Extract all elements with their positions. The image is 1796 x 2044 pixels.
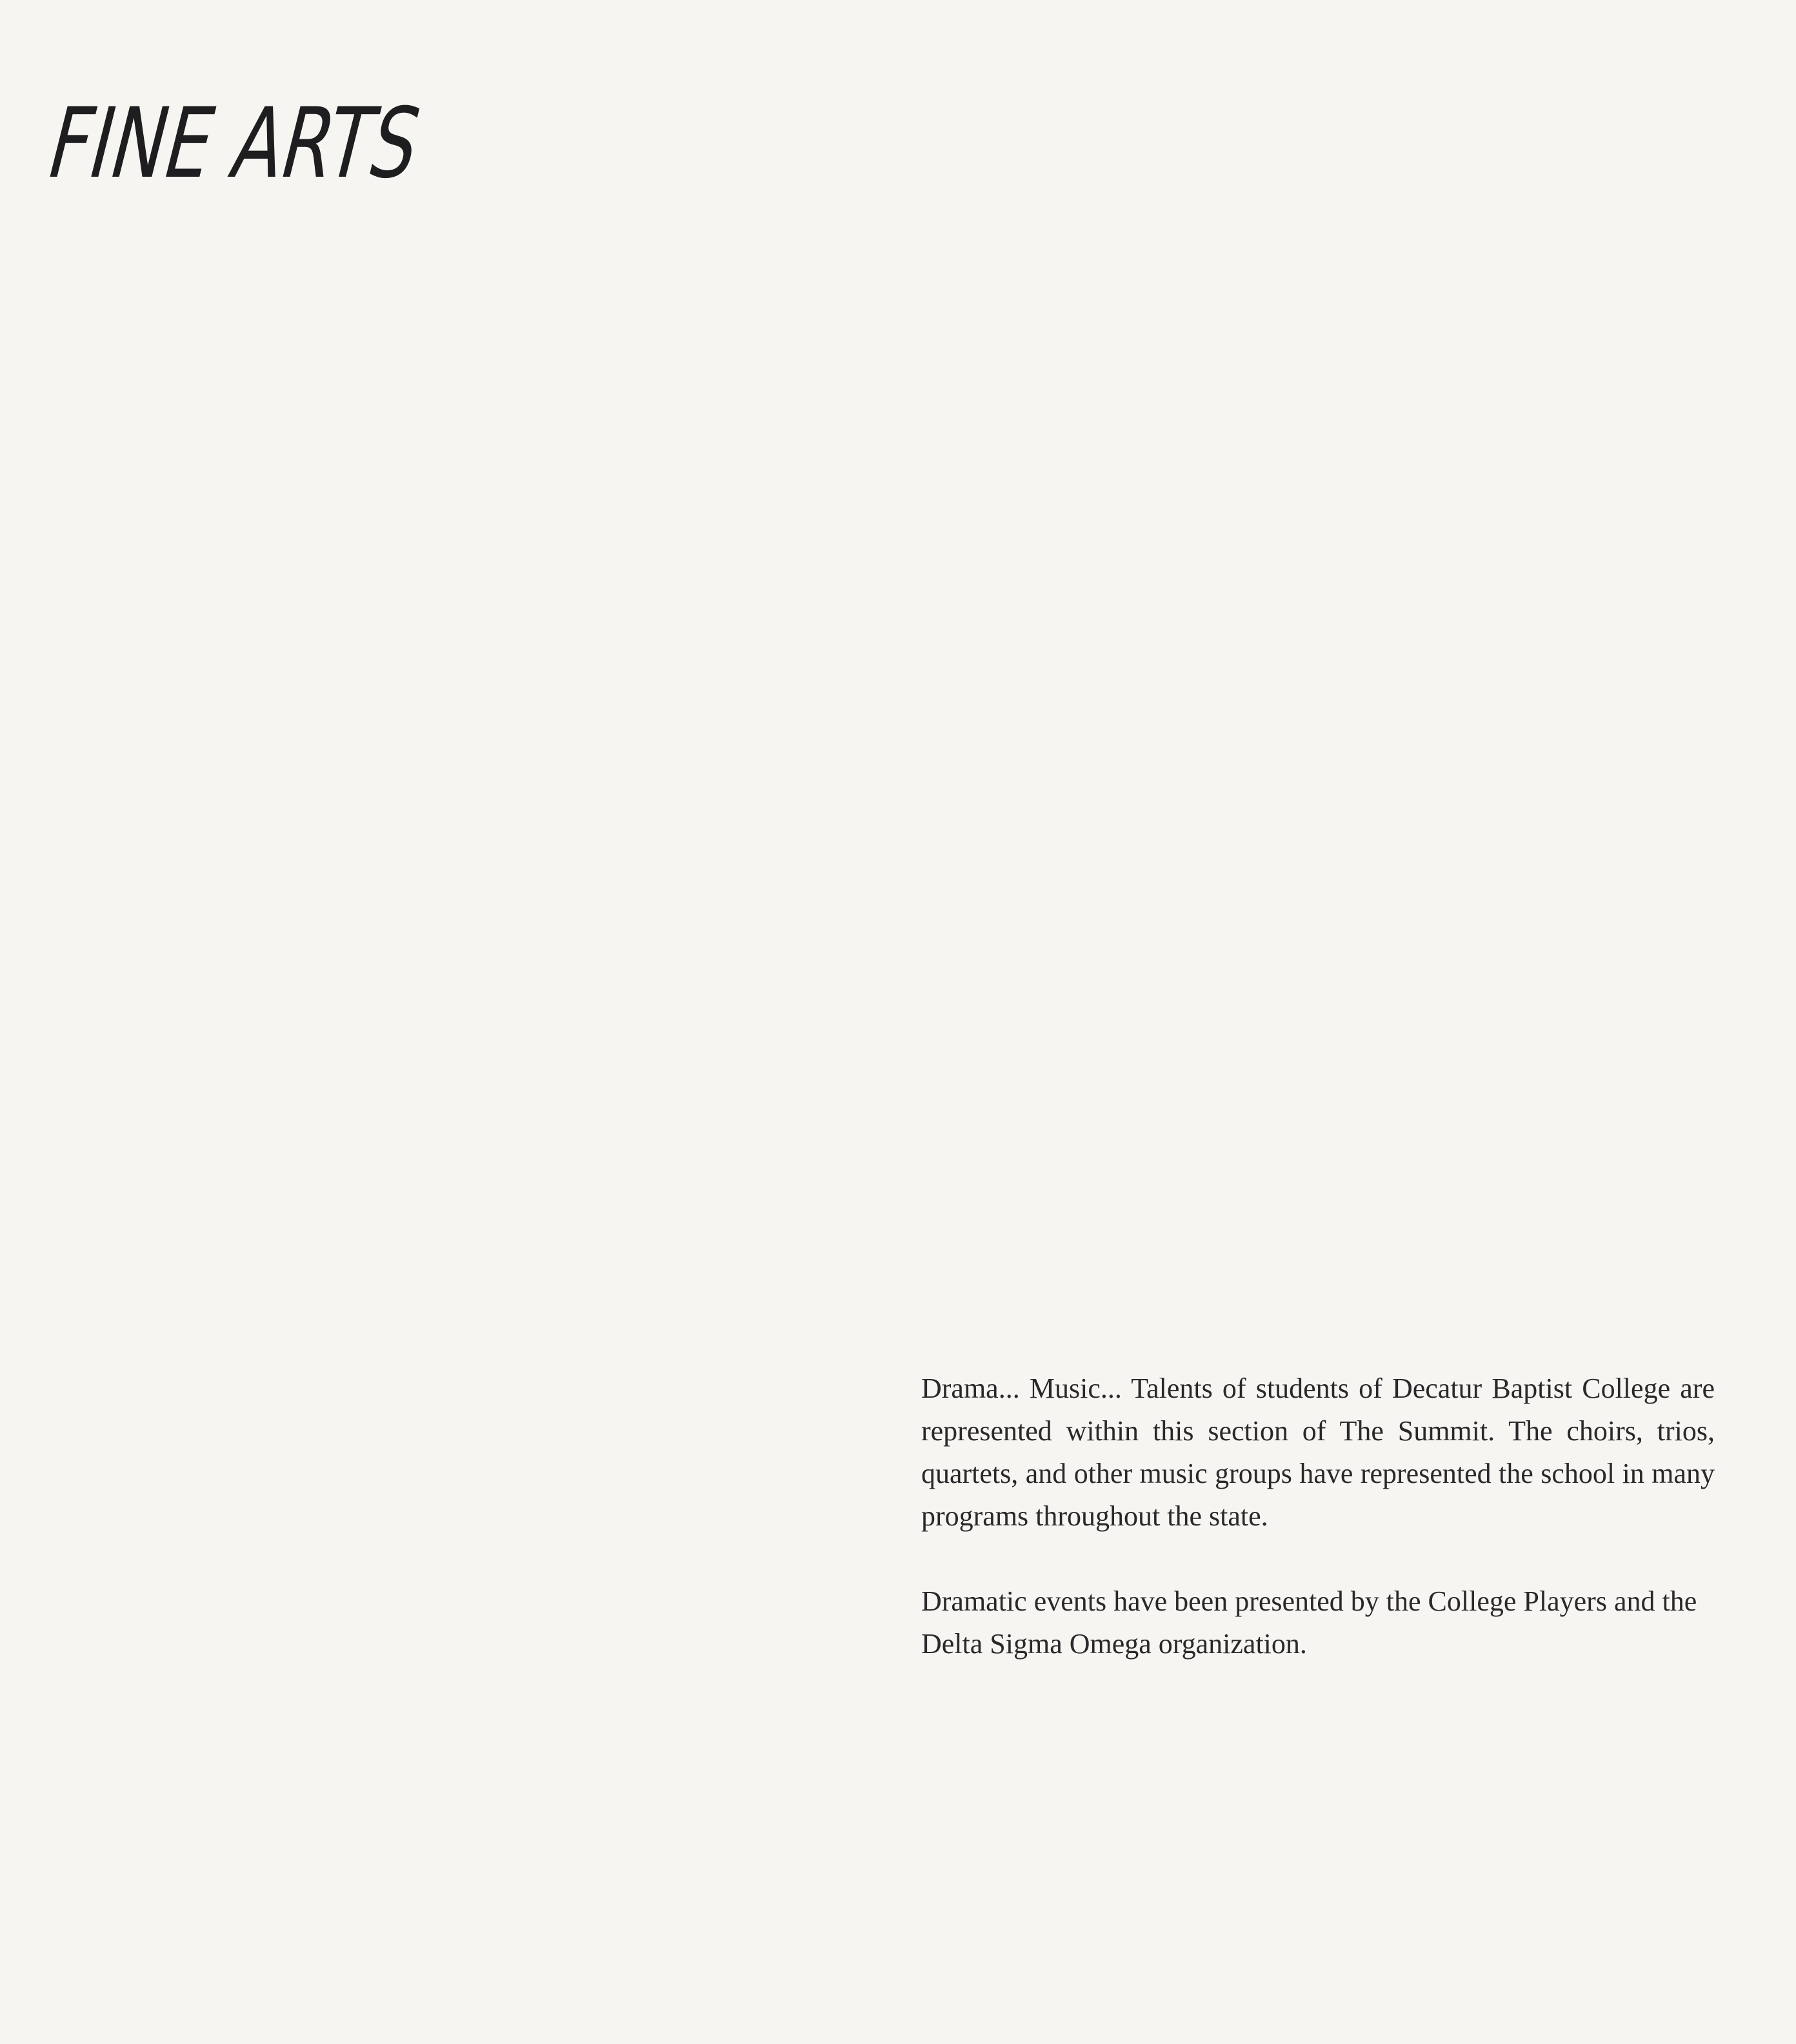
section-title: FINE ARTS <box>37 88 432 200</box>
section-intro <box>921 1367 1715 1665</box>
intro-paragraph: Dramatic events have been presented by the College Players and the Delta Sigma Omega organization. <box>921 1585 1697 1660</box>
intro-paragraph: Drama... Music... Talents of students of Decatur Baptist College are represented within this section of The Summit. The choirs, trios, quartets, and other music groups have represented the school in many programs throughout the state. <box>921 1373 1715 1532</box>
